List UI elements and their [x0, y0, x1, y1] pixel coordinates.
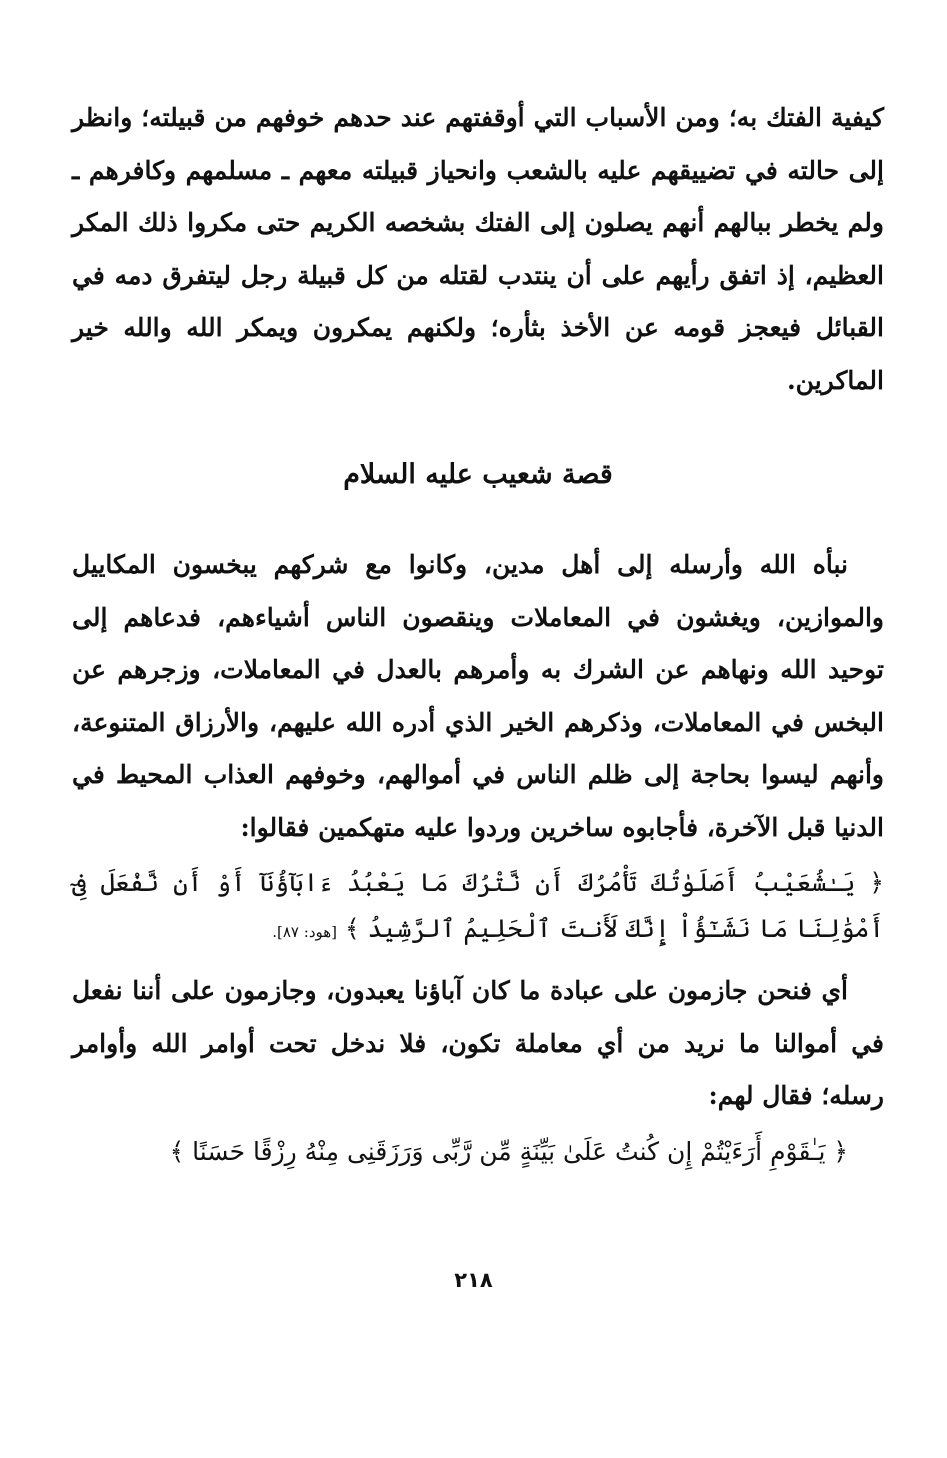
intro-paragraph: كيفية الفتك به؛ ومن الأسباب التي أوقفتهم عند حدهم خوفهم من قبيلته؛ وانظر إلى حالته في تضييقهم عليه بالشعب وانحياز قبيلته معهم ـ مسلمهم وكافرهم ـ ولم يخطر ببالهم أنهم يصلون إلى الفتك بشخصه الكريم حتى مكروا ذلك المكر العظيم، إذ اتفق رأيهم على أن ينتدب لقتله من كل قبيلة رجل ليتفرق دمه في القبائل فيعجز قومه عن الأخذ بثأره؛ ولكنهم يمكرون ويمكر الله والله خير الماكرين.: [72, 103, 884, 395]
verse-text: ﴿ يَـٰشُعَيْبُ أَصَلَوٰتُكَ تَأْمُرُكَ أَن نَّتْرُكَ مَا يَعْبُدُ ءَابَآؤُنَآ أَوْ أَن نَّفْعَلَ فِىٓ أَمْوَٰلِنَا مَا نَشَـٰٓؤُاْ إِنَّكَ لَأَنتَ ٱلْحَلِيمُ ٱلرَّشِيدُ ﴾: [72, 868, 884, 943]
story-paragraph: نبأه الله وأرسله إلى أهل مدين، وكانوا مع شركهم يبخسون المكاييل والموازين، ويغشون في المعاملات وينقصون الناس أشياءهم، فدعاهم إلى توحيد الله ونهاهم عن الشرك به وأمرهم بالعدل في المعاملات، وزجرهم عن البخس في المعاملات، وذكرهم الخير الذي أدره الله عليهم، والأرزاق المتنوعة، وأنهم ليسوا بحاجة إلى ظلم الناس في أموالهم، وخوفهم العذاب المحيط في الدنيا قبل الآخرة، فأجابوه ساخرين وردوا عليه متهكمين فقالوا:: [72, 550, 884, 842]
page-number: ٢١٨: [454, 1268, 493, 1292]
book-page: [72, 92, 884, 1185]
section-title: قصة شعيب عليه السلام: [343, 459, 613, 490]
verse-reference: [هود: ٨٧].: [272, 923, 338, 941]
explanation-paragraph: أي فنحن جازمون على عبادة ما كان آباؤنا يعبدون، وجازمون على أننا نفعل في أموالنا ما نريد من أي معاملة تكون، فلا ندخل تحت أوامر الله وأوامر رسله؛ فقال لهم:: [72, 976, 884, 1110]
quran-verse-2: ﴿ يَـٰقَوْمِ أَرَءَيْتُمْ إِن كُنتُ عَلَىٰ بَيِّنَةٍ مِّن رَّبِّى وَرَزَقَنِى مِنْهُ رِزْقًا حَسَنًا ﴾: [169, 1136, 848, 1166]
quran-verse-1: [72, 860, 884, 955]
